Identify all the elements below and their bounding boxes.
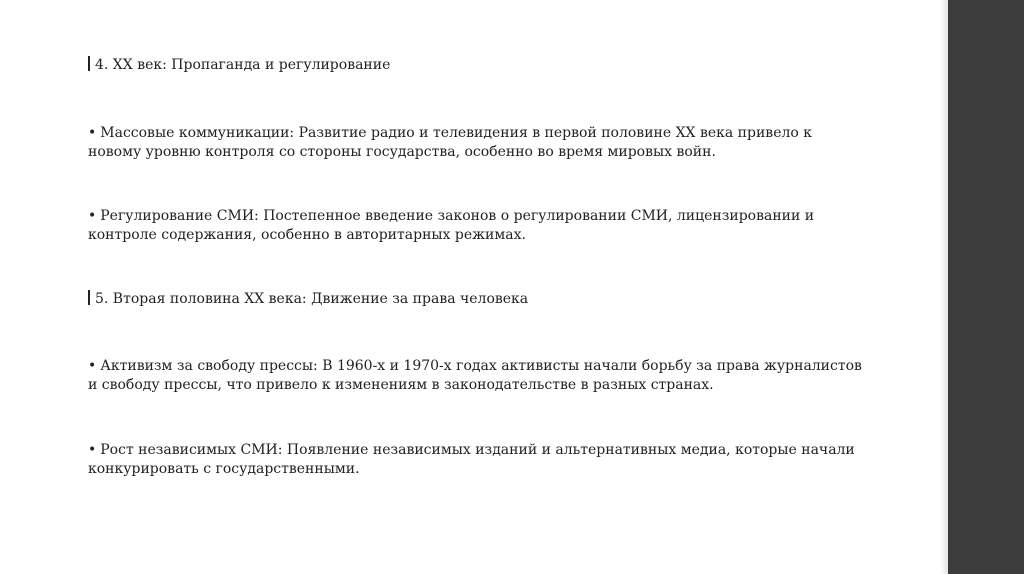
bullet-marker: • xyxy=(88,358,97,374)
bullet-mass-communications xyxy=(88,124,812,162)
bullet-marker: • xyxy=(88,442,97,458)
bullet-independent-media xyxy=(88,441,855,479)
bullet-line-2: новому уровню контроля со стороны государства, особенно во время мировых войн. xyxy=(88,144,716,160)
bullet-text: Активизм за свободу прессы: В 1960-х и 1970-х годах активисты начали борьбу за права журналистов xyxy=(100,358,862,374)
bullet-media-regulation xyxy=(88,207,814,245)
bullet-line-2: конкурировать с государственными. xyxy=(88,461,360,477)
bullet-text: Регулирование СМИ: Постепенное введение законов о регулировании СМИ, лицензировании и xyxy=(100,208,815,224)
section-heading-4 xyxy=(88,56,390,75)
bullet-text: Массовые коммуникации: Развитие радио и телевидения в первой половине XX века привело к xyxy=(100,125,812,141)
bullet-line-1 xyxy=(88,441,855,460)
bullet-marker: • xyxy=(88,125,97,141)
bullet-line-1 xyxy=(88,207,814,226)
slide-edge-shadow xyxy=(940,0,948,574)
heading-bar xyxy=(88,56,90,71)
bullet-line-2: контроле содержания, особенно в авторитарных режимах. xyxy=(88,227,526,243)
heading-bar xyxy=(88,290,90,305)
heading-text: 5. Вторая половина XX века: Движение за права человека xyxy=(95,291,529,307)
bullet-text: Рост независимых СМИ: Появление независимых изданий и альтернативных медиа, которые начали xyxy=(100,442,855,458)
bullet-marker: • xyxy=(88,208,97,224)
side-panel xyxy=(948,0,1024,574)
bullet-line-2: и свободу прессы, что привело к изменениям в законодательстве в разных странах. xyxy=(88,377,714,393)
bullet-press-freedom-activism xyxy=(88,357,862,395)
section-heading-5 xyxy=(88,290,528,309)
bullet-line-1 xyxy=(88,124,812,143)
bullet-line-1 xyxy=(88,357,862,376)
heading-text: 4. XX век: Пропаганда и регулирование xyxy=(95,57,391,73)
